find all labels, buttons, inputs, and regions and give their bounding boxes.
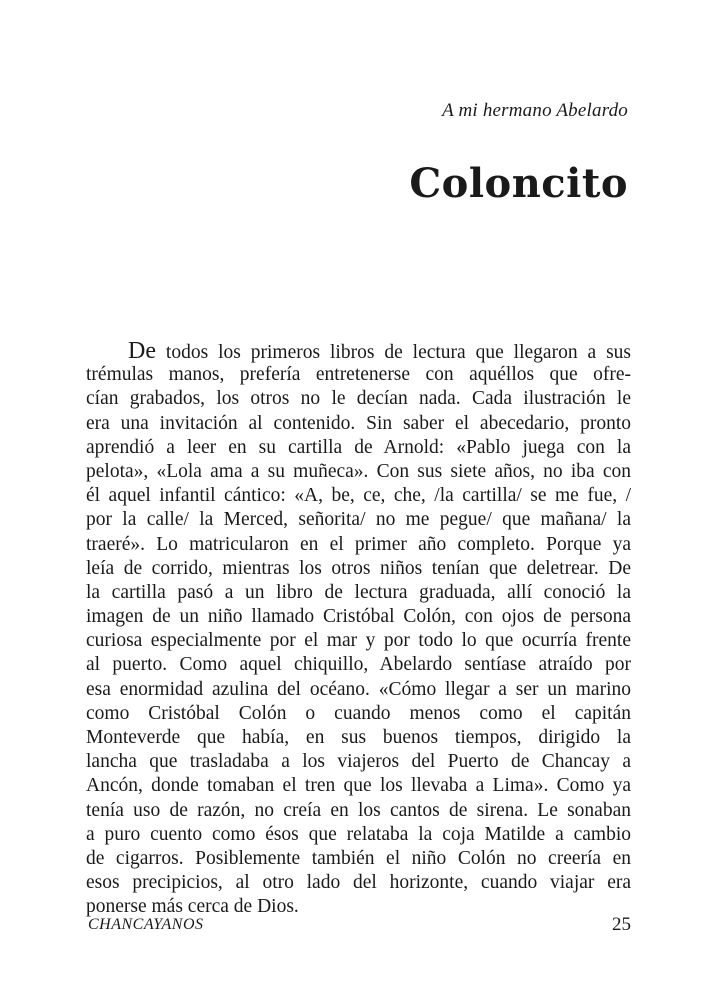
text-line: aprendió a leer en su cartilla de Arnold: «Pablo juega con la [86, 436, 631, 458]
body-paragraph [86, 339, 631, 920]
text-line: la cartilla pasó a un libro de lectura graduada, allí conoció la [86, 581, 631, 603]
drop-cap: De [128, 338, 156, 364]
text-line: lancha que trasladaba a los viajeros del Puerto de Chancay a [86, 751, 631, 773]
dedication: A mi hermano Abelardo [442, 100, 628, 121]
text-line: trémulas manos, prefería entretenerse con aquéllos que ofre- [86, 364, 631, 386]
text-line: por la calle/ la Merced, señorita/ no me pegue/ que mañana/ la [86, 509, 631, 531]
text-line: cían grabados, los otros no le decían nada. Cada ilustración le [86, 388, 631, 410]
text-line: esa enormidad azulina del océano. «Cómo llegar a ser un marino [86, 678, 631, 700]
page-number: 25 [612, 914, 631, 935]
text-line: tenía uso de razón, no creía en los cantos de sirena. Le sonaban [86, 799, 631, 821]
text-line: De todos los primeros libros de lectura que llegaron a sus [128, 338, 631, 364]
text-line: leía de corrido, mientras los otros niños tenían que deletrear. De [86, 557, 631, 579]
chapter-title: Coloncito [409, 160, 628, 207]
text-line: él aquel infantil cántico: «A, be, ce, che, /la cartilla/ se me fue, / [86, 485, 631, 507]
text-line: esos precipicios, al otro lado del horizonte, cuando viajar era [86, 872, 631, 894]
text-line: pelota», «Lola ama a su muñeca». Con sus siete años, no iba con [86, 460, 631, 482]
text-line: Ancón, donde tomaban el tren que los llevaba a Lima». Como ya [86, 775, 631, 797]
text-line: a puro cuento como ésos que relataba la coja Matilde a cambio [86, 823, 631, 845]
text-line: traeré». Lo matricularon en el primer año completo. Porque ya [86, 533, 631, 555]
text-line: imagen de un niño llamado Cristóbal Colón, con ojos de persona [86, 606, 631, 628]
text-line: como Cristóbal Colón o cuando menos como el capitán [86, 702, 631, 724]
text-line: era una invitación al contenido. Sin saber el abecedario, pronto [86, 412, 631, 434]
text-line: Monteverde que había, en sus buenos tiempos, dirigido la [86, 727, 631, 748]
running-footer-title: CHANCAYANOS [88, 916, 204, 933]
text-line: curiosa especialmente por el mar y por todo lo que ocurría frente [86, 630, 631, 652]
text-line: de cigarros. Posiblemente también el niño Colón no creería en [86, 847, 631, 869]
text-line: ponerse más cerca de Dios. [86, 896, 299, 918]
text-line: al puerto. Como aquel chiquillo, Abelardo sentíase atraído por [86, 654, 631, 676]
